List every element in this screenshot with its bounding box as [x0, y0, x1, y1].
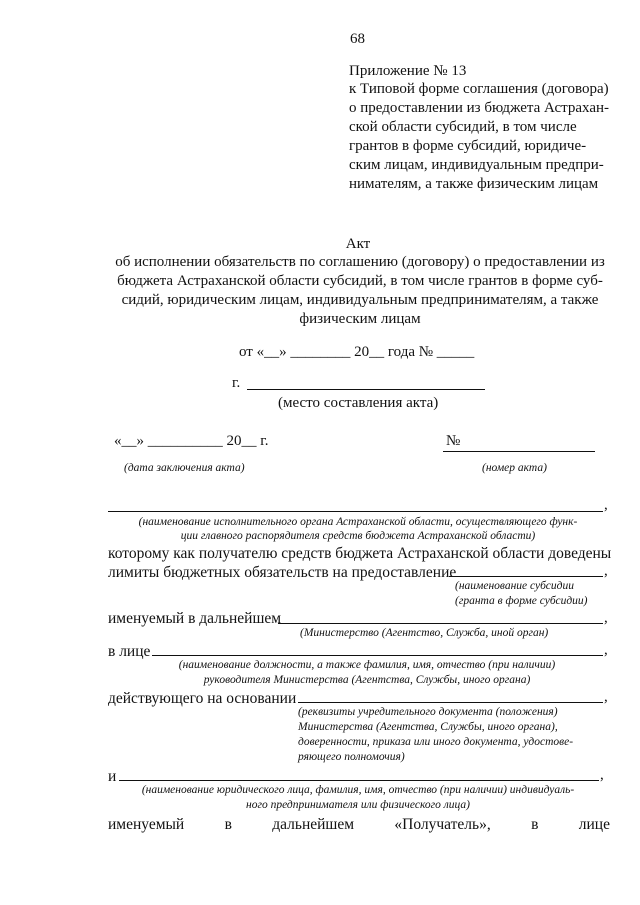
doc-caption-line: доверенности, приказа или иного документа, удостове- [298, 736, 574, 748]
org-line [108, 511, 603, 512]
page-number: 68 [350, 31, 365, 47]
last-line-word: «Получатель», [394, 816, 491, 833]
and-label: и [108, 768, 117, 785]
appendix-line: ским лицам, индивидуальным предпри- [349, 157, 604, 173]
place-caption: (место составления акта) [278, 395, 439, 411]
basis-line [298, 702, 603, 703]
act-subtitle-line: бюджета Астраханской области субсидий, в том числе грантов в форме суб- [117, 273, 603, 289]
comma: , [604, 689, 608, 705]
appendix-line: ской области субсидий, в том числе [349, 119, 577, 135]
appendix-text [349, 80, 611, 194]
last-line [108, 815, 610, 835]
subsidy-caption [455, 579, 587, 609]
appendix-line: нимателям, а также физическим лицам [349, 176, 599, 192]
position-caption [130, 658, 604, 688]
in-person-label: в лице [108, 643, 151, 660]
ministry-line [278, 623, 603, 624]
entity-caption [110, 783, 606, 813]
org-caption-line: ции главного распорядителя средств бюджета Астраханской области) [180, 530, 536, 542]
comma: , [604, 610, 608, 626]
act-date-line: от «__» ________ 20__ года № _____ [239, 344, 475, 360]
ministry-caption: (Министерство (Агентство, Служба, иной орган) [300, 627, 549, 639]
entity-caption-line: (наименование юридического лица, фамилия, имя, отчество (при наличии) индивидуаль- [141, 784, 575, 796]
entity-line [119, 780, 599, 781]
act-subtitle [100, 253, 620, 329]
act-number-label: № [446, 433, 461, 449]
act-subtitle-line: физическим лицам [299, 311, 421, 327]
limits-line: лимиты бюджетных обязательств на предоставление [108, 564, 457, 581]
appendix-line: грантов в форме субсидий, юридиче- [349, 138, 587, 154]
org-caption-line: (наименование исполнительного органа Астраханской области, осуществляющего функ- [138, 516, 578, 528]
comma: , [604, 642, 608, 658]
last-line-word: именуемый [108, 816, 185, 833]
act-heading: Акт [345, 236, 371, 252]
doc-caption [298, 705, 573, 765]
act-number-line [443, 451, 595, 452]
conclusion-date: «__» __________ 20__ г. [114, 433, 269, 449]
appendix-title: Приложение № 13 [349, 63, 467, 79]
comma: , [600, 767, 604, 783]
doc-caption-line: (реквизиты учредительного документа (положения) [298, 706, 558, 718]
doc-caption-line: Министерства (Агентства, Службы, иного органа), [298, 721, 558, 733]
doc-caption-line: ряющего полномочия) [298, 751, 405, 763]
appendix-line: о предоставлении из бюджета Астрахан- [349, 100, 610, 116]
org-caption [108, 515, 608, 543]
subsidy-caption-line: (гранта в форме субсидии) [455, 595, 588, 607]
conclusion-date-caption: (дата заключения акта) [124, 462, 245, 474]
act-subtitle-line: об исполнении обязательств по соглашению (договору) о предоставлении из [115, 254, 605, 270]
act-subtitle-line: сидий, юридическим лицам, индивидуальным предпринимателям, а также [121, 292, 599, 308]
last-line-word: в [224, 816, 232, 833]
subsidy-caption-line: (наименование субсидии [455, 580, 574, 592]
appendix-line: к Типовой форме соглашения (договора) [349, 81, 609, 97]
hereinafter-label: именуемый в дальнейшем [108, 610, 282, 627]
act-number-caption: (номер акта) [482, 462, 547, 474]
city-prefix: г. [232, 375, 241, 391]
entity-caption-line: ного предпринимателя или физического лица) [246, 799, 470, 811]
recipient-line: которому как получателю средств бюджета Астраханской области доведены [108, 545, 612, 562]
acting-basis-label: действующего на основании [108, 690, 297, 707]
last-line-word: дальнейшем [272, 816, 355, 833]
position-caption-line: руководителя Министерства (Агентства, Службы, иного органа) [203, 674, 531, 686]
comma: , [604, 563, 608, 579]
last-line-word: в [531, 816, 539, 833]
place-line [247, 389, 485, 390]
position-caption-line: (наименование должности, а также фамилия, имя, отчество (при наличии) [178, 659, 556, 671]
last-line-word: лице [578, 816, 610, 833]
subsidy-line [449, 576, 603, 577]
position-line [152, 655, 603, 656]
comma: , [604, 497, 608, 513]
